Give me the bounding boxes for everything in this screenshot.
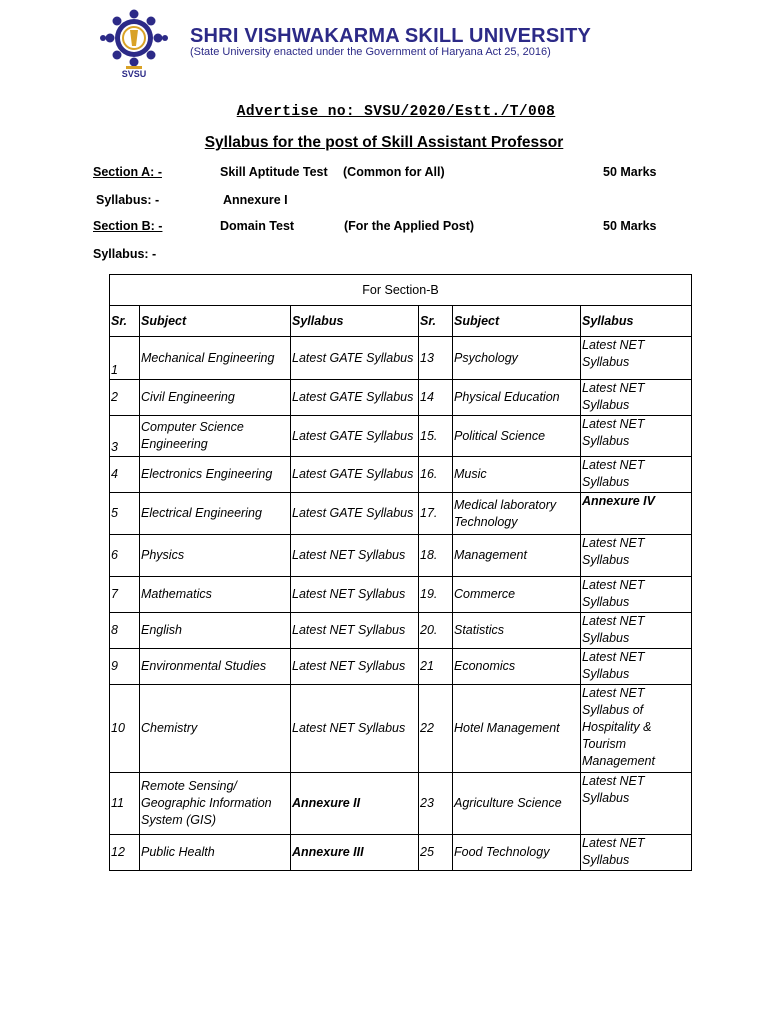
table-row (110, 337, 692, 380)
university-name: SHRI VISHWAKARMA SKILL UNIVERSITY (190, 25, 592, 47)
syllabus-cell: Annexure III (291, 835, 419, 871)
syllabus-cell: Latest NET Syllabus (581, 535, 692, 577)
table-caption: For Section-B (110, 275, 692, 306)
subject-cell: English (140, 613, 291, 649)
university-logo (90, 6, 178, 78)
sr-cell: 8 (110, 613, 140, 649)
column-header: Subject (140, 306, 291, 337)
column-header: Syllabus (291, 306, 419, 337)
university-subtitle: (State University enacted under the Government of Haryana Act 25, 2016) (190, 46, 551, 58)
syllabus-cell: Latest NET Syllabus (581, 416, 692, 457)
sr-cell: 7 (110, 577, 140, 613)
gear-emblem-icon (90, 6, 178, 78)
syllabus-cell: Latest NET Syllabus (291, 577, 419, 613)
subject-cell: Management (453, 535, 581, 577)
table-row (110, 773, 692, 835)
syllabus-cell: Latest NET Syllabus (581, 337, 692, 380)
table-row (110, 649, 692, 685)
column-header: Sr. (110, 306, 140, 337)
syllabus-cell: Latest NET Syllabus (581, 773, 692, 835)
syllabus-table (109, 274, 692, 871)
subject-cell: Environmental Studies (140, 649, 291, 685)
subject-cell: Political Science (453, 416, 581, 457)
syllabus-cell: Latest NET Syllabus (291, 535, 419, 577)
subject-cell: Food Technology (453, 835, 581, 871)
subject-cell: Economics (453, 649, 581, 685)
subject-cell: Agriculture Science (453, 773, 581, 835)
syllabus-cell: Latest NET Syllabus (581, 613, 692, 649)
sr-cell: 17. (419, 493, 453, 535)
section-b-marks: 50 Marks (603, 219, 657, 233)
column-header: Sr. (419, 306, 453, 337)
syllabus-cell: Annexure IV (581, 493, 692, 535)
subject-cell: Psychology (453, 337, 581, 380)
table-header-row (110, 306, 692, 337)
sr-cell: 2 (110, 380, 140, 416)
section-a-syllabus-label: Syllabus: - (96, 193, 160, 207)
sr-cell: 4 (110, 457, 140, 493)
sr-cell: 3 (110, 416, 140, 457)
table-caption-row (110, 275, 692, 306)
column-header: Subject (453, 306, 581, 337)
subject-cell: Electrical Engineering (140, 493, 291, 535)
sr-cell: 12 (110, 835, 140, 871)
syllabus-cell: Latest NET Syllabus (291, 649, 419, 685)
sr-cell: 23 (419, 773, 453, 835)
section-a-note: (Common for All) (343, 165, 445, 179)
sr-cell: 11 (110, 773, 140, 835)
syllabus-cell: Latest NET Syllabus (581, 380, 692, 416)
syllabus-cell: Annexure II (291, 773, 419, 835)
syllabus-cell: Latest GATE Syllabus (291, 457, 419, 493)
logo-text: SVSU (121, 69, 147, 78)
sr-cell: 21 (419, 649, 453, 685)
advertise-number: Advertise no: SVSU/2020/Estt./T/008 (236, 104, 556, 120)
section-b-test: Domain Test (220, 219, 295, 233)
syllabus-cell: Latest NET Syllabus (581, 457, 692, 493)
table-row (110, 835, 692, 871)
document-title: Syllabus for the post of Skill Assistant Professor (204, 134, 564, 151)
sr-cell: 1 (110, 337, 140, 380)
subject-cell: Commerce (453, 577, 581, 613)
table-row (110, 457, 692, 493)
syllabus-cell: Latest GATE Syllabus (291, 380, 419, 416)
section-b-note: (For the Applied Post) (344, 219, 475, 233)
table-row (110, 577, 692, 613)
subject-cell: Mechanical Engineering (140, 337, 291, 380)
section-a-label: Section A: - (93, 165, 162, 179)
column-header: Syllabus (581, 306, 692, 337)
syllabus-cell: Latest NET Syllabus of Hospitality & Tourism Management (581, 685, 692, 773)
subject-cell: Electronics Engineering (140, 457, 291, 493)
sr-cell: 10 (110, 685, 140, 773)
subject-cell: Chemistry (140, 685, 291, 773)
syllabus-cell: Latest NET Syllabus (581, 577, 692, 613)
subject-cell: Physics (140, 535, 291, 577)
sr-cell: 19. (419, 577, 453, 613)
subject-cell: Statistics (453, 613, 581, 649)
sr-cell: 9 (110, 649, 140, 685)
subject-cell: Hotel Management (453, 685, 581, 773)
syllabus-cell: Latest NET Syllabus (291, 685, 419, 773)
sr-cell: 15. (419, 416, 453, 457)
subject-cell: Remote Sensing/ Geographic Information System (GIS) (140, 773, 291, 835)
sr-cell: 25 (419, 835, 453, 871)
sr-cell: 13 (419, 337, 453, 380)
syllabus-cell: Latest NET Syllabus (581, 649, 692, 685)
subject-cell: Computer Science Engineering (140, 416, 291, 457)
syllabus-cell: Latest GATE Syllabus (291, 493, 419, 535)
table-row (110, 613, 692, 649)
subject-cell: Medical laboratory Technology (453, 493, 581, 535)
syllabus-cell: Latest NET Syllabus (291, 613, 419, 649)
table-row (110, 535, 692, 577)
subject-cell: Music (453, 457, 581, 493)
section-a-marks: 50 Marks (603, 165, 657, 179)
table-row (110, 685, 692, 773)
table-row (110, 416, 692, 457)
table-row (110, 380, 692, 416)
sr-cell: 16. (419, 457, 453, 493)
table-row (110, 493, 692, 535)
section-b-label: Section B: - (93, 219, 163, 233)
subject-cell: Public Health (140, 835, 291, 871)
subject-cell: Mathematics (140, 577, 291, 613)
section-a-test: Skill Aptitude Test (220, 165, 328, 179)
syllabus-cell: Latest GATE Syllabus (291, 337, 419, 380)
section-a-syllabus-value: Annexure I (223, 193, 288, 207)
sr-cell: 5 (110, 493, 140, 535)
syllabus-cell: Latest GATE Syllabus (291, 416, 419, 457)
subject-cell: Civil Engineering (140, 380, 291, 416)
sr-cell: 18. (419, 535, 453, 577)
sr-cell: 6 (110, 535, 140, 577)
syllabus-cell: Latest NET Syllabus (581, 835, 692, 871)
sr-cell: 20. (419, 613, 453, 649)
section-b-syllabus-label: Syllabus: - (93, 247, 157, 261)
sr-cell: 14 (419, 380, 453, 416)
sr-cell: 22 (419, 685, 453, 773)
subject-cell: Physical Education (453, 380, 581, 416)
